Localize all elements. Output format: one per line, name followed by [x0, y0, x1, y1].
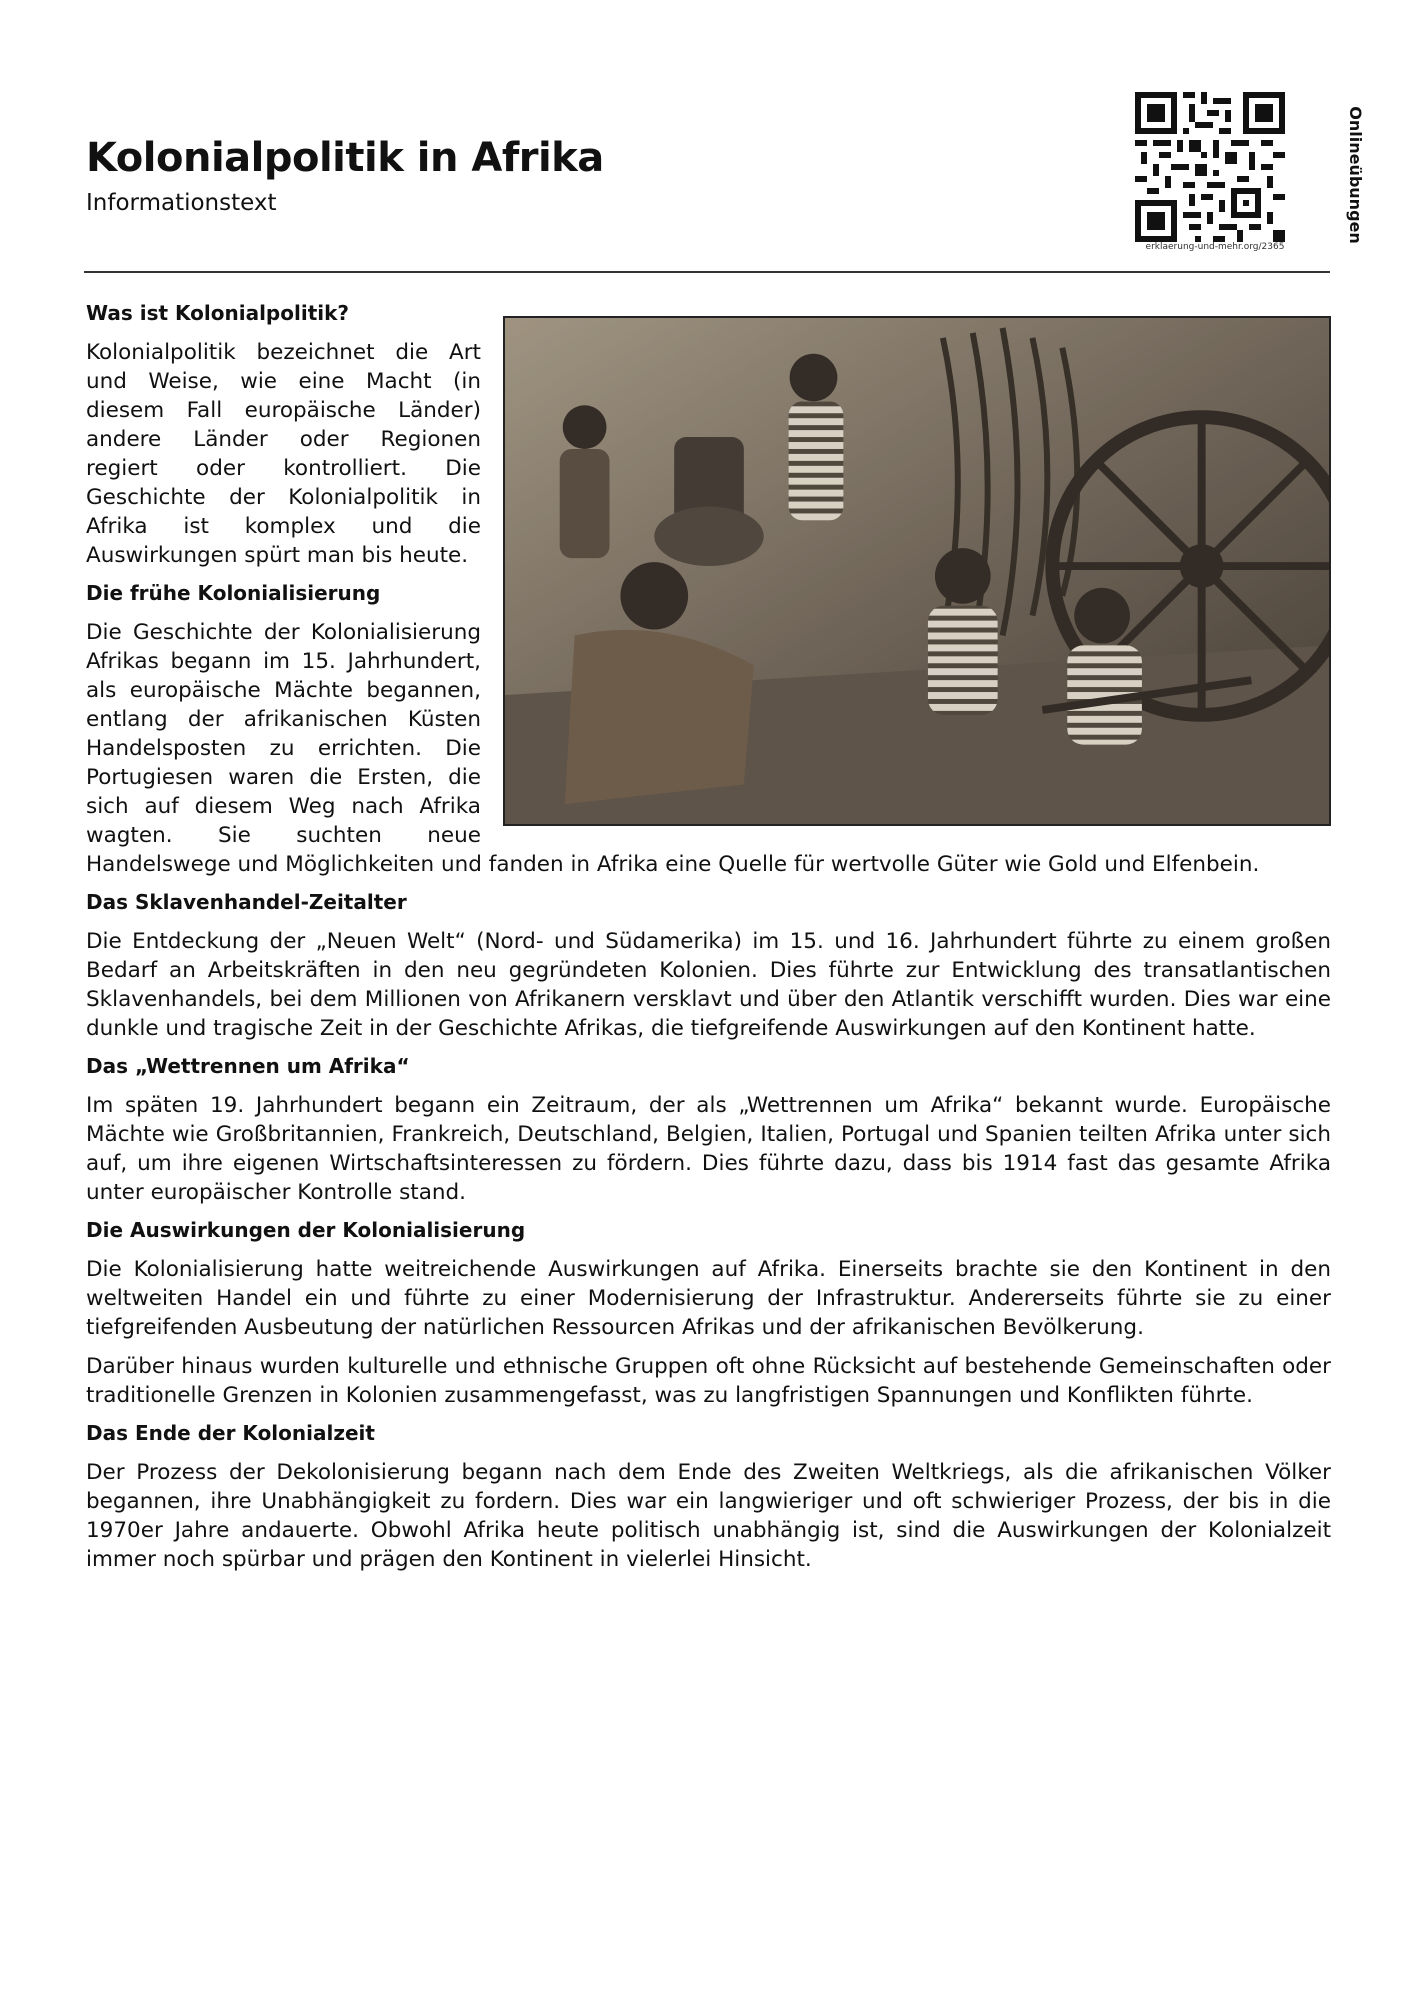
section-paragraph: Die Geschichte der Kolonialisierung Afrikas begann im 15. Jahrhundert, als europäische Mächte begannen, entlang der afrikanischen Küsten Handelsposten zu errichten. Die Portugiesen waren die Ersten, die sich auf diesem Weg nach Afrika wagten. Sie suchten neue Handelswege und Möglichkeiten und fanden in Afrika eine Quelle für wertvolle Güter wie Gold und Elfenbein. — [86, 620, 1260, 877]
article-body — [86, 300, 1331, 1584]
section-paragraph: Die Kolonialisierung hatte weitreichende Auswirkungen auf Afrika. Einerseits brachte sie den Kontinent in den weltweiten Handel ein und führte zu einer Modernisierung der Infrastruktur. Andererseits führte sie zu einer tiefgreifenden Ausbeutung der natürlichen Ressourcen Afrikas und der afrikanischen Bevölkerung. — [86, 1257, 1331, 1340]
page-title: Kolonialpolitik in Afrika — [86, 135, 604, 181]
section-heading: Die frühe Kolonialisierung — [86, 581, 381, 605]
qr-code-icon[interactable] — [1135, 92, 1285, 242]
section-paragraph: Der Prozess der Dekolonisierung begann nach dem Ende des Zweiten Weltkriegs, als die afrikanischen Völker begannen, ihre Unabhängigkeit zu fordern. Dies war ein langwieriger und oft schwieriger Prozess, der bis in die 1970er Jahre andauerte. Obwohl Afrika heute politisch unabhängig ist, sind die Auswirkungen der Kolonialzeit immer noch spürbar und prägen den Kontinent in vielerlei Hinsicht. — [86, 1460, 1331, 1572]
section-paragraph: Darüber hinaus wurden kulturelle und ethnische Gruppen oft ohne Rücksicht auf bestehende Gemeinschaften oder traditionelle Grenzen in Kolonien zusammengefasst, was zu langfristigen Spannungen und Konflikten führte. — [86, 1354, 1331, 1408]
section-paragraph: Die Entdeckung der „Neuen Welt“ (Nord- und Südamerika) im 15. und 16. Jahrhundert führte zu einem großen Bedarf an Arbeitskräften in den neu gegründeten Kolonien. Dies führte zur Entwicklung des transatlantischen Sklavenhandels, bei dem Millionen von Afrikanern versklavt und über den Atlantik verschifft wurden. Dies war eine dunkle und tragische Zeit in der Geschichte Afrikas, die tiefgreifende Auswirkungen auf den Kontinent hatte. — [86, 929, 1331, 1041]
qr-code-block[interactable] — [1090, 92, 1365, 262]
historical-photo — [503, 316, 1331, 826]
qr-url: erklaerung-und-mehr.org/2365 — [1145, 242, 1285, 252]
section-paragraph: Kolonialpolitik bezeichnet die Art und Weise, wie eine Macht (in diesem Fall europäische Länder) andere Länder oder Regionen regiert oder kontrolliert. Die Geschichte der Kolonialpolitik in Afrika ist komplex und die Auswirkungen spürt man bis heute. — [86, 340, 481, 568]
section-heading: Das Sklavenhandel-Zeitalter — [86, 890, 407, 914]
section-heading: Das Ende der Kolonialzeit — [86, 1421, 375, 1445]
section-heading: Was ist Kolonialpolitik? — [86, 301, 350, 325]
section-paragraph: Im späten 19. Jahrhundert begann ein Zeitraum, der als „Wettrennen um Afrika“ bekannt wurde. Europäische Mächte wie Großbritannien, Frankreich, Deutschland, Belgien, Italien, Portugal und Spanien teilten Afrika unter sich auf, um ihre eigenen Wirtschaftsinteressen zu fördern. Dies führte dazu, dass bis 1914 fast das gesamte Afrika unter europäischer Kontrolle stand. — [86, 1093, 1331, 1205]
qr-label-exercises: Onlineübungen — [1346, 106, 1365, 244]
intro-section — [86, 300, 1331, 889]
section-heading: Das „Wettrennen um Afrika“ — [86, 1054, 410, 1078]
header-divider — [84, 271, 1330, 273]
page-subtitle: Informationstext — [86, 190, 277, 216]
section-heading: Die Auswirkungen der Kolonialisierung — [86, 1218, 526, 1242]
